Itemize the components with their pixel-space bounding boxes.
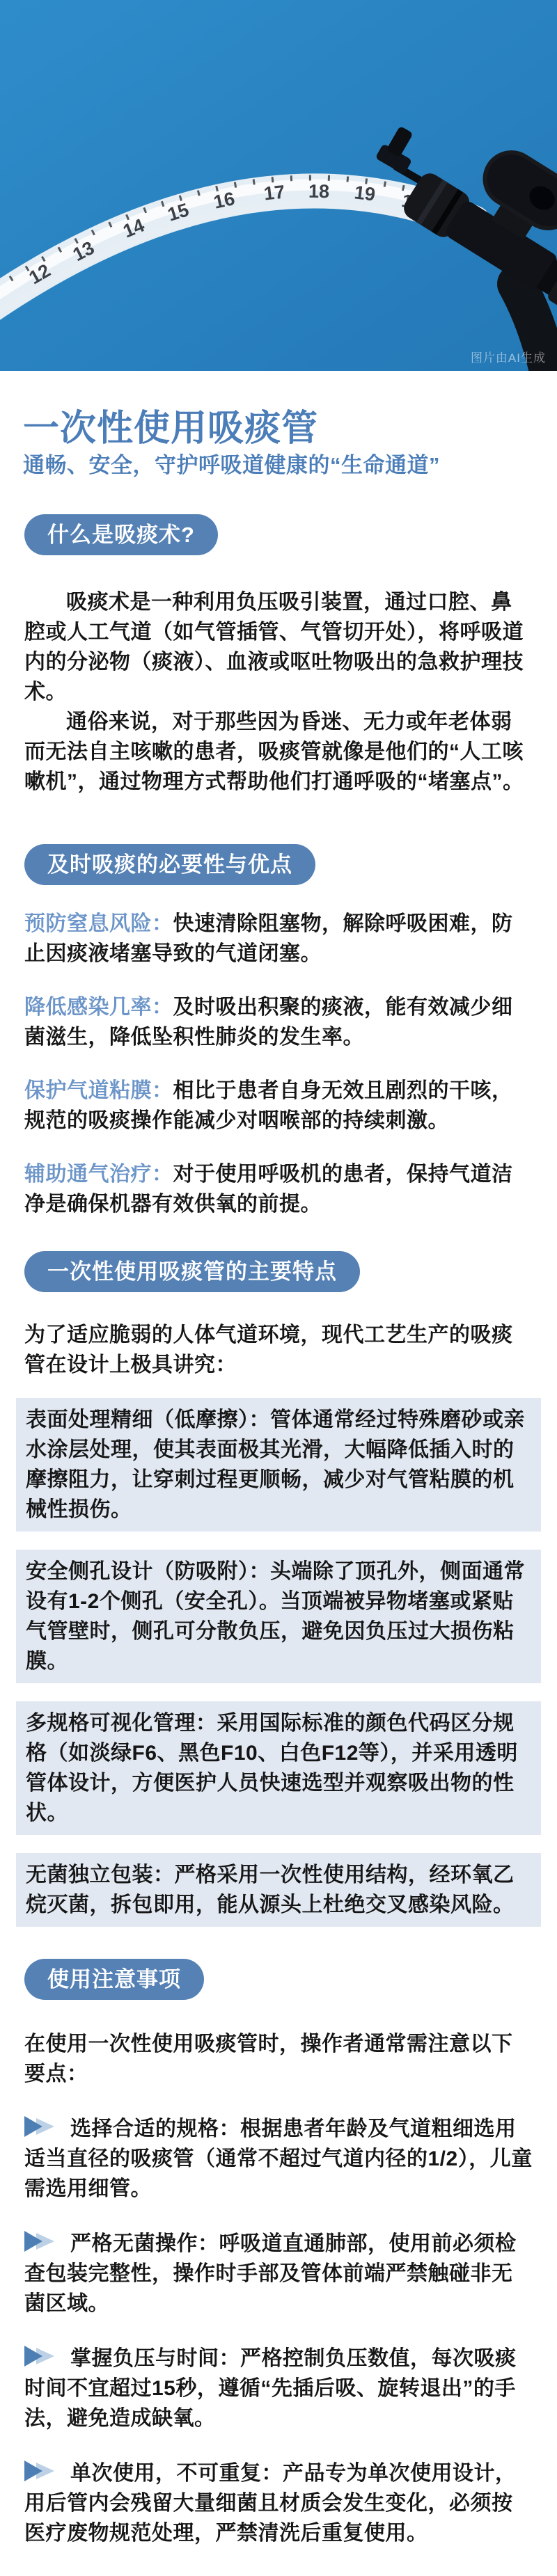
section-heading-precautions: 使用注意事项 <box>24 1959 204 2000</box>
features-intro: 为了适应脆弱的人体气道环境，现代工艺生产的吸痰管在设计上极具讲究： <box>24 1323 513 1376</box>
fast-forward-icon <box>24 2460 55 2481</box>
note-item <box>24 2229 533 2319</box>
section-heading-about: 什么是吸痰术? <box>24 514 218 555</box>
benefit-text: 及时吸出积聚的痰液，能有效减少细菌滋生，降低坠积性肺炎的发生率。 <box>24 996 513 1049</box>
feature-card-sterile-packaging: 无菌独立包装：严格采用一次性使用结构，经环氧乙烷灭菌，拆包即用，能从源头上杜绝交叉感染风险。 <box>16 1853 541 1927</box>
fast-forward-icon <box>24 2346 55 2367</box>
benefit-item <box>24 1076 533 1136</box>
section-precautions <box>24 1927 533 2548</box>
section-heading-benefits: 及时吸痰的必要性与优点 <box>24 844 315 885</box>
note-text: 掌握负压与时间：严格控制负压数值，每次吸痰时间不宜超过15秒，遵循“先插后吸、旋转退出”的手法，避免造成缺氧。 <box>24 2347 517 2430</box>
about-paragraph-1: 吸痰术是一种利用负压吸引装置，通过口腔、鼻腔或人工气道（如气管插管、气管切开处），将呼吸道内的分泌物（痰液）、血液或呕吐物吸出的急救护理技术。 <box>24 591 524 703</box>
fast-forward-icon <box>24 2231 55 2252</box>
about-paragraph-2: 通俗来说，对于那些因为昏迷、无力或年老体弱而无法自主咳嗽的患者，吸痰管就像是他们的“人工咳嗽机”，通过物理方式帮助他们打通呼吸的“堵塞点”。 <box>24 710 524 793</box>
precautions-intro: 在使用一次性使用吸痰管时，操作者通常需注意以下要点： <box>24 2033 513 2085</box>
tube-number: 19 <box>353 182 377 205</box>
feature-card-side-holes: 安全侧孔设计（防吸附）：头端除了顶孔外，侧面通常设有1-2个侧孔（安全孔）。当顶端被异物堵塞或紧贴气管壁时，侧孔可分散负压，避免因负压过大损伤粘膜。 <box>16 1550 541 1683</box>
tube-number: 13 <box>69 237 98 266</box>
fast-forward-icon <box>24 2116 55 2137</box>
benefit-text: 快速清除阻塞物，解除呼吸困难，防止因痰液堵塞导致的气道闭塞。 <box>24 912 513 965</box>
tube-number: 12 <box>25 260 54 289</box>
benefit-item <box>24 909 533 969</box>
benefit-text: 对于使用呼吸机的患者，保持气道洁净是确保机器有效供氧的前提。 <box>24 1163 513 1216</box>
benefit-item <box>24 1159 533 1219</box>
note-item <box>24 2344 533 2433</box>
section-heading-features: 一次性使用吸痰管的主要特点 <box>24 1251 360 1292</box>
section-benefits <box>24 797 533 1219</box>
tube-number: 16 <box>212 188 237 213</box>
note-item <box>24 2114 533 2204</box>
benefit-label: 保护气道粘膜： <box>24 1079 173 1102</box>
note-item <box>24 2458 533 2548</box>
suction-catheter-illustration <box>0 0 557 371</box>
page-title: 一次性使用吸痰管 <box>23 408 319 449</box>
note-text: 选择合适的规格：根据患者年龄及气道粗细选用适当直径的吸痰管（通常不超过气道内径的1/2），儿童需选用细管。 <box>24 2117 533 2200</box>
section-features <box>24 1219 533 1927</box>
tube-number: 14 <box>120 214 148 242</box>
note-text: 严格无菌操作：呼吸道直通肺部，使用前必须检查包装完整性，操作时手部及管体前端严禁触碰非无菌区域。 <box>24 2232 517 2315</box>
product-photo <box>0 0 557 371</box>
article-content <box>0 371 557 2576</box>
benefit-text: 相比于患者自身无效且剧烈的干咳，规范的吸痰操作能减少对咽喉部的持续刺激。 <box>24 1079 513 1132</box>
benefit-label: 辅助通气治疗： <box>24 1163 173 1186</box>
feature-card-surface: 表面处理精细（低摩擦）：管体通常经过特殊磨砂或亲水涂层处理，使其表面极其光滑，大幅降低插入时的摩擦阻力，让穿刺过程更顺畅，减少对气管粘膜的机械性损伤。 <box>16 1398 541 1532</box>
feature-card-color-coding: 多规格可视化管理：采用国际标准的颜色代码区分规格（如淡绿F6、黑色F10、白色F12等），并采用透明管体设计，方便医护人员快速选型并观察吸出物的性状。 <box>16 1701 541 1835</box>
ai-watermark: 图片由AI生成 <box>470 351 546 365</box>
section-about <box>24 481 533 797</box>
benefit-item <box>24 992 533 1052</box>
benefit-label: 降低感染几率： <box>24 996 173 1019</box>
benefit-label: 预防窒息风险： <box>24 912 173 935</box>
note-text: 单次使用，不可重复：产品专为单次使用设计，用后管内会残留大量细菌且材质会发生变化，必须按医疗废物规范处理，严禁清洗后重复使用。 <box>24 2462 517 2545</box>
page-subtitle: 通畅、安全，守护呼吸道健康的“生命通道” <box>23 453 440 477</box>
tube-number: 15 <box>165 199 191 225</box>
tube-number: 18 <box>308 180 330 202</box>
tube-number: 17 <box>262 181 286 205</box>
